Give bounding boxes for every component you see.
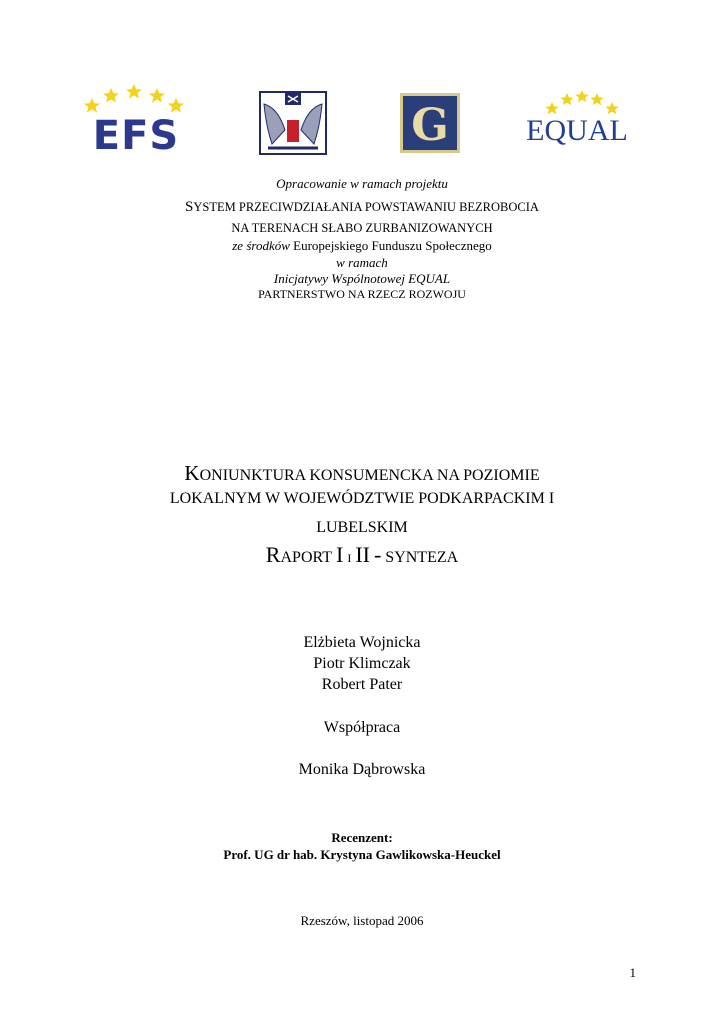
equal-wordmark: EQUAL [526, 114, 628, 147]
report-rest: APORT [280, 549, 332, 566]
title-initial: K [184, 461, 200, 485]
page-number: 1 [629, 965, 636, 980]
cooperation-name: Monika Dąbrowska [298, 761, 426, 778]
g-logo [400, 93, 460, 153]
reviewer-label: Recenzent: [331, 830, 393, 845]
seal-icon [258, 90, 328, 156]
university-seal-logo [258, 90, 328, 156]
author-2: Piotr Klimczak [313, 655, 411, 672]
author-1: Elżbieta Wojnicka [303, 634, 421, 651]
initiative-line: Inicjatywy Wspólnotowej EQUAL [273, 271, 451, 286]
project-intro: Opracowanie w ramach projektu [276, 176, 448, 191]
title-line1-rest: ONIUNKTURA KONSUMENCKA NA POZIOMIE [199, 467, 540, 484]
author-3: Robert Pater [321, 676, 403, 693]
within-line: w ramach [336, 255, 388, 270]
report-line [0, 542, 724, 571]
funds-line [0, 238, 724, 254]
report-dash: - [373, 542, 382, 567]
svg-text:G: G [411, 100, 449, 151]
g-emblem-icon [400, 93, 460, 153]
project-name-line1 [0, 196, 724, 218]
efs-wordmark: EFS [92, 113, 180, 159]
report-conjunction: I [347, 551, 352, 565]
project-name-initial: S [185, 199, 194, 215]
funds-italic: ze środków [232, 238, 290, 253]
title-line2: LOKALNYM W WOJEWÓDZTWIE PODKARPACKIM I [169, 490, 555, 507]
partnership-line: PARTNERSTWO NA RZECZ ROZWOJU [258, 287, 466, 301]
equal-logo [522, 88, 632, 154]
project-name-rest: YSTEM PRZECIWDZIAŁANIA POWSTAWANIU BEZROBOCIA [193, 200, 539, 214]
report-synteza: SYNTEZA [385, 549, 459, 566]
place-date: Rzeszów, listopad 2006 [300, 913, 424, 928]
funds-name: Europejskiego Funduszu Społecznego [293, 238, 492, 253]
cooperation-label: Współpraca [323, 719, 401, 736]
logo-row [0, 84, 724, 162]
report-number-two: II [355, 542, 370, 567]
title-line1 [0, 460, 724, 489]
project-name-line2: NA TERENACH SŁABO ZURBANIZOWANYCH [231, 221, 493, 235]
reviewer-name: Prof. UG dr hab. Krystyna Gawlikowska-Heuckel [223, 847, 501, 862]
title-line3: LUBELSKIM [316, 519, 408, 536]
efs-logo [80, 84, 190, 162]
report-initial: R [265, 542, 281, 567]
report-number-one: I [335, 542, 344, 567]
